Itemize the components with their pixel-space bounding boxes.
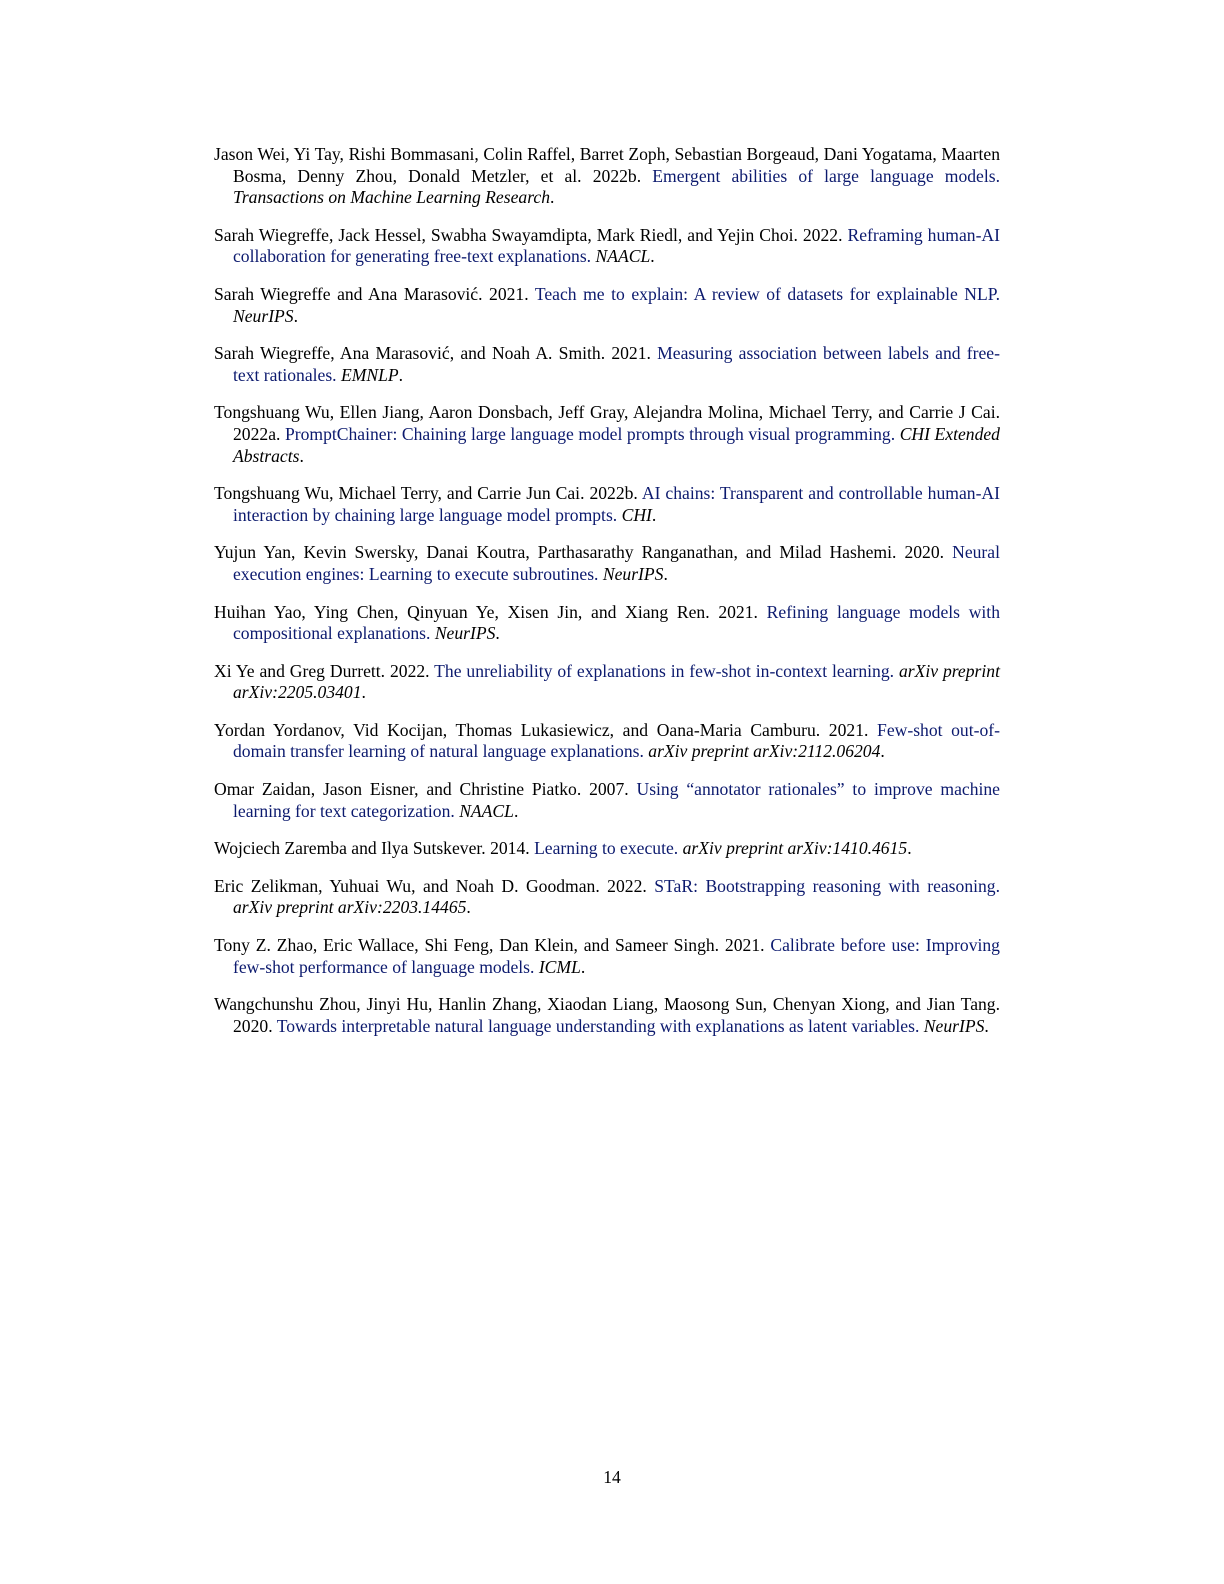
reference-authors: Yujun Yan, Kevin Swersky, Danai Koutra, Parthasarathy Ranganathan, and Milad Hashemi. 2020. [214,542,945,563]
reference-venue: arXiv preprint arXiv:1410.4615 [682,838,908,859]
reference-venue: ICML [538,956,581,977]
reference-title-link[interactable]: Learning to execute. [534,838,679,859]
reference-end: . [650,246,655,267]
reference-entry [214,402,1000,467]
reference-entry [214,542,1000,585]
reference-entry [214,602,1000,645]
reference-title-link[interactable]: Few-shot out-of-domain transfer learning of natural language explanations. [233,719,1000,762]
reference-entry [214,838,1000,860]
reference-venue: arXiv preprint arXiv:2112.06204 [648,741,881,762]
reference-venue: NeurIPS [923,1015,985,1036]
reference-authors: Yordan Yordanov, Vid Kocijan, Thomas Lukasiewicz, and Oana-Maria Camburu. 2021. [214,719,869,740]
reference-end: . [293,305,298,326]
reference-authors: Huihan Yao, Ying Chen, Qinyuan Ye, Xisen Jin, and Xiang Ren. 2021. [214,601,758,622]
reference-venue: EMNLP [340,364,399,385]
reference-title-link[interactable]: AI chains: Transparent and controllable human-AI interaction by chaining large language model prompts. [233,483,1000,525]
reference-venue: NeurIPS [233,305,294,326]
reference-authors: Tongshuang Wu, Michael Terry, and Carrie Jun Cai. 2022b. [214,483,638,504]
reference-entry [214,661,1000,704]
reference-title-link[interactable]: Neural execution engines: Learning to execute subroutines. [233,542,1000,584]
reference-authors: Tongshuang Wu, Ellen Jiang, Aaron Donsbach, Jeff Gray, Alejandra Molina, Michael Terry, and Carrie J Cai. 2022a. [214,402,1000,444]
reference-entry [214,876,1000,919]
reference-end: . [651,504,657,525]
reference-entry [214,720,1000,763]
reference-entry [214,483,1000,526]
reference-title-link[interactable]: Towards interpretable natural language understanding with explanations as latent variables. [276,1015,920,1036]
reference-venue: arXiv preprint arXiv:2205.03401 [233,660,1000,703]
reference-authors: Sarah Wiegreffe, Jack Hessel, Swabha Swayamdipta, Mark Riedl, and Yejin Choi. 2022. [214,224,843,245]
reference-venue: NAACL [459,800,514,821]
reference-end: . [299,445,304,466]
reference-authors: Eric Zelikman, Yuhuai Wu, and Noah D. Goodman. 2022. [214,875,647,896]
reference-end: . [361,682,366,703]
reference-title-link[interactable]: Emergent abilities of large language models. [652,165,1000,186]
reference-entry [214,779,1000,822]
reference-end: . [984,1015,989,1036]
reference-entry [214,284,1000,327]
reference-end: . [580,956,586,977]
reference-venue: CHI Extended Abstracts [233,423,1000,466]
reference-end: . [550,187,555,208]
reference-entry [214,343,1000,386]
reference-venue: NAACL [595,246,651,267]
reference-authors: Sarah Wiegreffe, Ana Marasović, and Noah A. Smith. 2021. [214,343,651,364]
reference-venue: NeurIPS [602,563,664,584]
reference-end: . [880,741,885,762]
reference-end: . [495,623,500,644]
reference-entry [214,994,1000,1037]
reference-entry [214,144,1000,209]
reference-title-link[interactable]: Teach me to explain: A review of datasets for explainable NLP. [534,283,1000,304]
reference-venue: NeurIPS [434,623,496,644]
reference-title-link[interactable]: PromptChainer: Chaining large language model prompts through visual programming. [284,423,896,444]
page-number: 14 [603,1467,621,1487]
reference-venue: CHI [621,504,652,525]
reference-authors: Tony Z. Zhao, Eric Wallace, Shi Feng, Dan Klein, and Sameer Singh. 2021. [214,935,765,956]
reference-title-link[interactable]: STaR: Bootstrapping reasoning with reasoning. [654,875,1001,896]
reference-title-link[interactable]: Measuring association between labels and free-text rationales. [233,343,1000,385]
reference-entry [214,935,1000,978]
reference-end: . [663,563,668,584]
reference-authors: Wangchunshu Zhou, Jinyi Hu, Hanlin Zhang, Xiaodan Liang, Maosong Sun, Chenyan Xiong, and Jian Tang. 2020. [214,994,1000,1036]
reference-authors: Jason Wei, Yi Tay, Rishi Bommasani, Colin Raffel, Barret Zoph, Sebastian Borgeaud, Dani Yogatama, Maarten Bosma, Denny Zhou, Donald Metzler, et al. 2022b. [214,144,1000,186]
reference-end: . [513,800,519,821]
reference-end: . [907,838,912,859]
reference-list [214,144,1000,1053]
reference-title-link[interactable]: Refining language models with compositional explanations. [233,601,1000,644]
reference-title-link[interactable]: Reframing human-AI collaboration for generating free-text explanations. [233,224,1000,267]
reference-title-link[interactable]: Calibrate before use: Improving few-shot performance of language models. [233,935,1000,977]
reference-title-link[interactable]: Using “annotator rationales” to improve machine learning for text categorization. [233,779,1000,821]
reference-authors: Omar Zaidan, Jason Eisner, and Christine Piatko. 2007. [214,779,629,800]
reference-authors: Sarah Wiegreffe and Ana Marasović. 2021. [214,283,529,304]
reference-venue: Transactions on Machine Learning Research [233,187,550,208]
reference-end: . [466,897,471,918]
reference-authors: Xi Ye and Greg Durrett. 2022. [214,660,430,681]
reference-entry [214,225,1000,268]
reference-venue: arXiv preprint arXiv:2203.14465 [233,897,467,918]
reference-end: . [398,364,404,385]
reference-title-link[interactable]: The unreliability of explanations in few-shot in-context learning. [434,660,895,681]
reference-authors: Wojciech Zaremba and Ilya Sutskever. 2014. [214,838,530,859]
